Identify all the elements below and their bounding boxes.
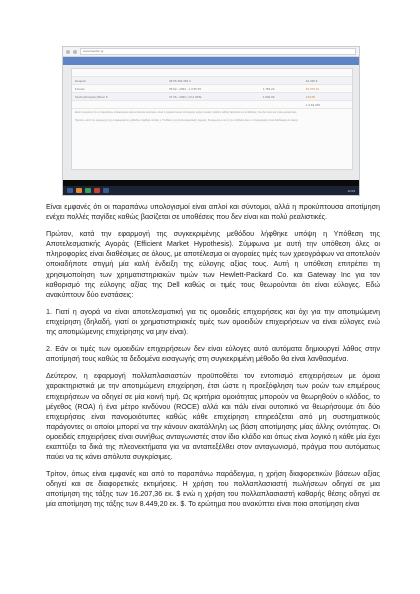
table-row <box>72 85 352 93</box>
table-cell <box>72 101 166 109</box>
table-cell <box>303 69 352 77</box>
table-cell: 143.05 <box>303 93 352 101</box>
table-row <box>72 93 352 101</box>
table-cell <box>166 69 260 77</box>
site-header-strip <box>63 57 359 65</box>
table-cell <box>72 69 166 77</box>
taskbar <box>63 186 359 195</box>
paragraph: Είναι εμφανές ότι οι παραπάνω υπολογισμοί είναι απλοί και σύντομοι, αλλά η προκύπτουσα αποτίμηση ενέχει πολλές παγίδες καθώς βασίζεται σε υποθέσεις που δεν είναι και πολύ ρεαλιστικές. <box>46 202 380 222</box>
app-icon <box>103 188 109 193</box>
valuation-panel <box>71 68 353 170</box>
table-cell: Κέρδη Εταιρείας Βάσει 5 <box>72 93 166 101</box>
table-cell: 1.753,22 <box>260 85 303 93</box>
table-cell: 42.345.6 <box>303 77 352 85</box>
table-cell: 10.376,31 <box>303 85 352 93</box>
table-row <box>72 69 352 77</box>
table-row <box>72 77 352 85</box>
taskbar-clock: 12:03 <box>347 188 355 193</box>
table-cell: 1.002.06 <box>260 93 303 101</box>
url-text: www.bpotbin.gr <box>80 48 356 55</box>
table-cell: 1.4.63.225 <box>303 101 352 109</box>
start-icon <box>67 188 73 193</box>
address-bar <box>63 47 359 57</box>
table-cell: 45.65.352.354.4 <box>166 77 260 85</box>
paragraph: 2. Εάν οι τιμές των ομοειδών επιχειρήσεων δεν είναι εύλογες αυτό αυτόματα δημιουργεί λάθος στην αποτίμησή τους καθώς τα δεδομένα εισαγωγής στη συγκεκριμένη μέθοδο θα είναι λανθασμένα. <box>46 344 380 364</box>
valuation-table <box>72 69 352 109</box>
screenshot-paragraph: Πρώτον, κατά την εφαρμογή της συγκεκριμένης μεθόδου λήφθηκε υπόψη η Υπόθεση της Αποτελεσματικής Αγοράς. Σύμφωνα με αυτή την υπόθεση όλες οι πληροφορίες είναι διαθέσιμες σε όλους. <box>75 118 299 122</box>
paragraph: Τρίτον, όπως είναι εμφανές και από το παραπάνω παράδειγμα, η χρήση διαφορετικών βάσεων αξίας οδηγεί και σε διαφορετικές εκτιμήσεις. Η χρήση του πολλαπλασιαστή πωλήσεων οδηγεί σε μια αποτίμηση της τάξης των 16.207,36 εκ. $ ενώ η χρήση του πολλαπλασιαστή καθαρής θέσης οδηγεί σε μία αποτίμηση της τάξης των 8.449,20 εκ. $. Το ερώτημα που ανακύπτει είναι ποια αποτίμηση είναι <box>46 469 380 509</box>
app-icon <box>94 188 100 193</box>
embedded-browser-screenshot <box>62 46 360 196</box>
forward-icon <box>73 50 77 54</box>
app-icon <box>76 188 82 193</box>
back-icon <box>66 50 70 54</box>
screenshot-paragraph: Είναι προφανές ότι οι παραπάνω υπολογισμοί είναι απλοί και σύντομοι, αλλά η προκύπτουσα αποτίμηση ενέχει πολλές παγίδες καθώς βασίζεται σε υποθέσεις που δεν είναι και πολύ ρεαλιστικές. <box>75 111 298 114</box>
table-cell: Εταιρεία <box>72 77 166 85</box>
table-cell: 37.25 - 2062 | 13.2 ΟΠΕ <box>166 93 260 101</box>
table-cell <box>260 69 303 77</box>
table-cell <box>166 101 260 109</box>
table-cell: 35.52 - 2064 - 1 3 55.25 <box>166 85 260 93</box>
table-cell <box>260 77 303 85</box>
paragraph: Πρώτον, κατά την εφαρμογή της συγκεκριμένης μεθόδου λήφθηκε υπόψη η Υπόθεση της Αποτελεσματικής Αγοράς (Efficient Market Hypothesis). Σύμφωνα με αυτή την υπόθεση όλες οι πληροφορίες είναι διαθέσιμες σε όλους, με αποτέλεσμα οι αγοραίες τιμές των χρεογράφων να αποτελούν οποιαδήποτε στιγμή μία καλή ένδειξη της εύλογης αξίας τους. Αυτή η υπόθεση επιτρέπει τη χρησιμοποίηση των χρηματιστηριακών τιμών των Hewlett-Packard Co. και Gateway Inc για τον καθορισμό της εύλογης αξίας της Dell καθώς οι τιμές τους θεωρούνται ότι είναι εύλογες. Εδώ ανακύπτουν δύο ενστάσεις: <box>46 229 380 299</box>
table-row <box>72 101 352 109</box>
body-text <box>46 202 380 517</box>
app-icon <box>85 188 91 193</box>
paragraph: Δεύτερον, η εφαρμογή πολλαπλασιαστών προϋποθέτει τον εντοπισμό επιχειρήσεων με όμοια χαρακτηριστικά με την αποτιμώμενη επιχείρηση, έτσι ώστε η προεξόφληση των ροών των επιμέρους επιχειρήσεων να οδηγεί σε μία κοινή τιμή. Ως κριτήρια ομοιότητας μπορούν να θεωρηθούν ο κλάδος, το μέγεθος (ROA) ή ένα μέτρο κινδύνου (ROCE) αλλά και πάλι είναι ουτοπικό να θεωρήσουμε ότι δύο επιχειρήσεις είναι πανομοιότυπες καθώς κάθε επιχείρηση επηρεάζεται από μη συστηματικούς παράγοντες οι οποίοι μπορεί να την κάνουν ακατάλληλη ως βάση αποτίμησης μίας άλλης οντότητας. Οι ομοειδείς επιχειρήσεις είναι συνήθως ανταγωνιστές στον ίδιο κλάδο και όπως είναι λογικό η κάθε μία έχει εκαπτύξει τα δικά της πλεονεκτήματα για να ανταπεξέλθει στον ανταγωνισμό, πράγμα που αυτόματως παύει να τις κάνει απόλυτα συγκρίσιμες. <box>46 371 380 462</box>
table-cell: Σύνολο <box>72 85 166 93</box>
table-cell <box>260 101 303 109</box>
paragraph: 1. Γιατί η αγορά να είναι αποτελεσματική για τις ομοειδείς επιχειρήσεις και όχι για την αποτιμώμενη επιχείρηση (δηλαδή, γιατί οι χρηματιστηριακές τιμές των ομοειδών επιχειρήσεων να είναι εύλογες ενώ της αποτιμώμενης επιχείρησης να μην είναι). <box>46 306 380 337</box>
